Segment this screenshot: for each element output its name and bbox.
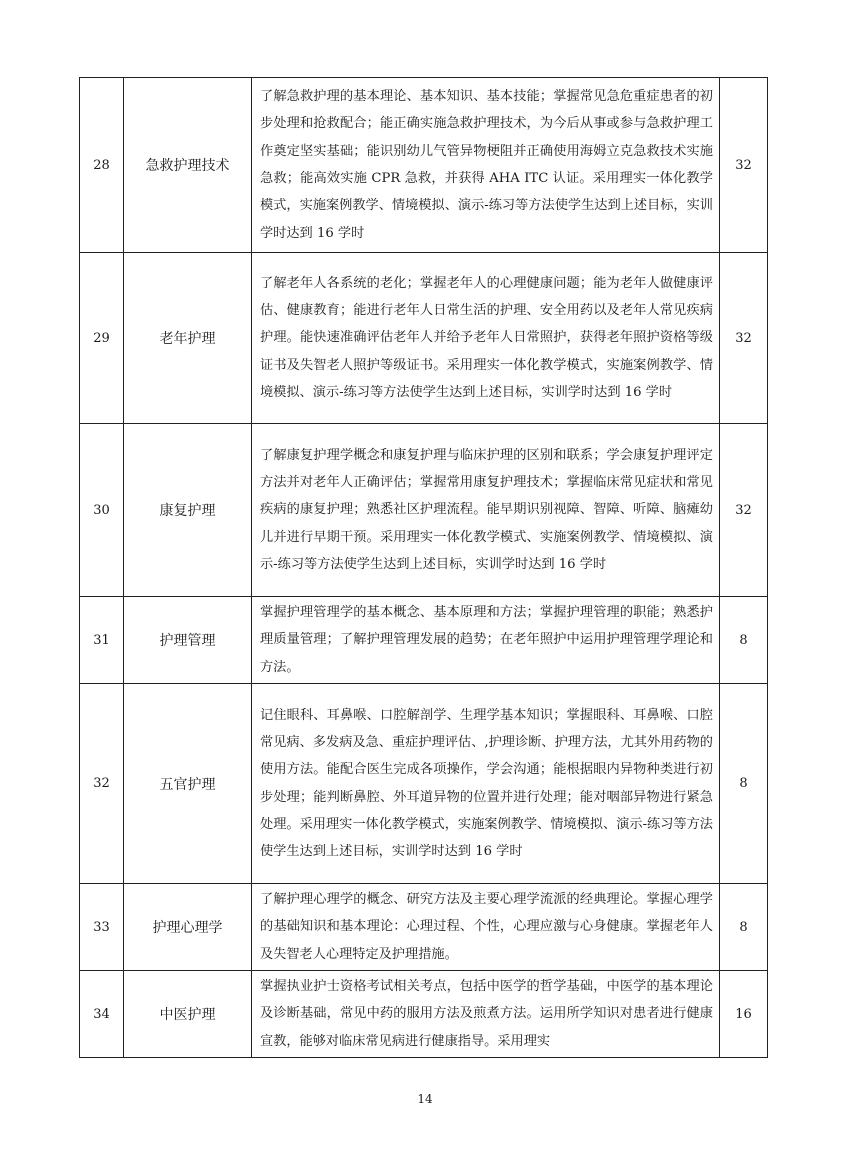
table-row (80, 424, 768, 597)
course-name: 护理心理学 (124, 884, 252, 971)
course-number: 34 (80, 971, 124, 1058)
course-name: 老年护理 (124, 253, 252, 424)
course-description: 掌握护理管理学的基本概念、基本原理和方法；掌握护理管理的职能；熟悉护理质量管理；了解护理管理发展的趋势；在老年照护中运用护理管理学理论和方法。 (252, 597, 720, 684)
course-description: 了解老年人各系统的老化；掌握老年人的心理健康问题；能为老年人做健康评估、健康教育；能进行老年人日常生活的护理、安全用药以及老年人常见疾病护理。能快速准确评估老年人并给予老年人日常照护，获得老年照护资格等级证书及失智老人照护等级证书。采用理实一体化教学模式，实施案例教学、情境模拟、演示-练习等方法使学生达到上述目标，实训学时达到 16 学时 (252, 253, 720, 424)
course-hours: 8 (720, 684, 768, 884)
course-description: 记住眼科、耳鼻喉、口腔解剖学、生理学基本知识；掌握眼科、耳鼻喉、口腔常见病、多发病及急、重症护理评估、,护理诊断、护理方法，尤其外用药物的使用方法。能配合医生完成各项操作，学会沟通；能根据眼内异物种类进行初步处理；能判断鼻腔、外耳道异物的位置并进行处理；能对咽部异物进行紧急处理。采用理实一体化教学模式，实施案例教学、情境模拟、演示-练习等方法使学生达到上述目标，实训学时达到 16 学时 (252, 684, 720, 884)
course-name: 护理管理 (124, 597, 252, 684)
course-number: 32 (80, 684, 124, 884)
course-number: 28 (80, 78, 124, 253)
course-hours: 16 (720, 971, 768, 1058)
course-description: 了解急救护理的基本理论、基本知识、基本技能；掌握常见急危重症患者的初步处理和抢救配合；能正确实施急救护理技术，为今后从事或参与急救护理工作奠定坚实基础；能识别幼儿气管异物梗阻并正确使用海姆立克急救技术实施急救；能高效实施 CPR 急救，并获得 AHA ITC 认证。采用理实一体化教学模式，实施案例教学、情境模拟、演示-练习等方法使学生达到上述目标，实训学时达到 16 学时 (252, 78, 720, 253)
course-name: 急救护理技术 (124, 78, 252, 253)
table-row (80, 78, 768, 253)
table-row (80, 684, 768, 884)
course-description: 掌握执业护士资格考试相关考点，包括中医学的哲学基础，中医学的基本理论及诊断基础，常见中药的服用方法及煎煮方法。运用所学知识对患者进行健康宣教，能够对临床常见病进行健康指导。采用理实 (252, 971, 720, 1058)
course-hours: 8 (720, 597, 768, 684)
table-row (80, 597, 768, 684)
course-description: 了解康复护理学概念和康复护理与临床护理的区别和联系；学会康复护理评定方法并对老年人正确评估；掌握常用康复护理技术；掌握临床常见症状和常见疾病的康复护理；熟悉社区护理流程。能早期识别视障、智障、听障、脑瘫幼儿并进行早期干预。采用理实一体化教学模式、实施案例教学、情境模拟、演示-练习等方法使学生达到上述目标，实训学时达到 16 学时 (252, 424, 720, 597)
course-number: 30 (80, 424, 124, 597)
table-row (80, 884, 768, 971)
course-hours: 32 (720, 253, 768, 424)
course-number: 31 (80, 597, 124, 684)
course-table (79, 77, 768, 1058)
course-name: 五官护理 (124, 684, 252, 884)
course-description: 了解护理心理学的概念、研究方法及主要心理学流派的经典理论。掌握心理学的基础知识和基本理论：心理过程、个性，心理应激与心身健康。掌握老年人及失智老人心理特定及护理措施。 (252, 884, 720, 971)
course-number: 29 (80, 253, 124, 424)
course-name: 康复护理 (124, 424, 252, 597)
course-name: 中医护理 (124, 971, 252, 1058)
course-number: 33 (80, 884, 124, 971)
page-number: 14 (417, 1092, 433, 1106)
course-hours: 8 (720, 884, 768, 971)
table-row (80, 253, 768, 424)
course-hours: 32 (720, 424, 768, 597)
course-hours: 32 (720, 78, 768, 253)
table-row (80, 971, 768, 1058)
